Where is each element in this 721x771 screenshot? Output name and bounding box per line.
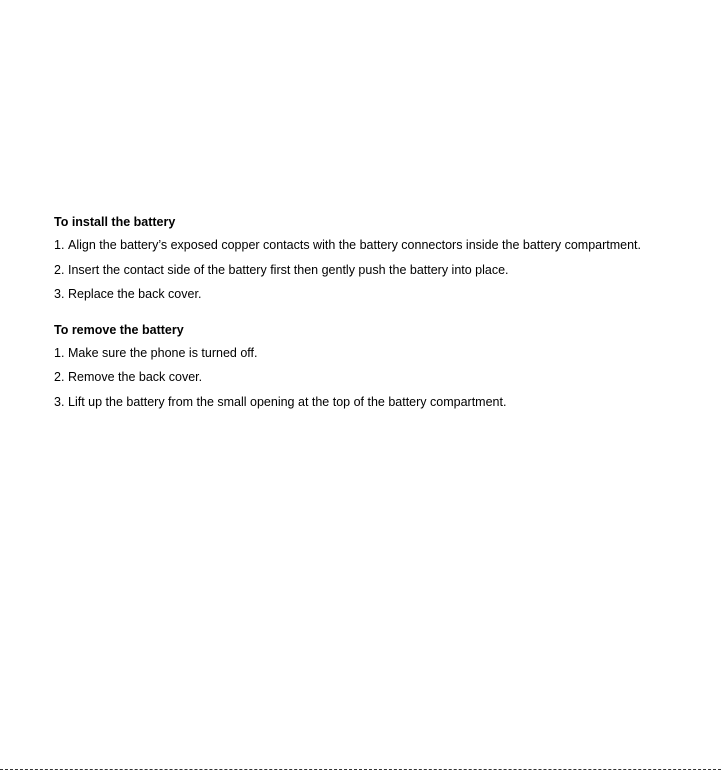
step-number: 1. bbox=[54, 345, 65, 360]
step-number: 2. bbox=[54, 262, 65, 277]
install-step-2 bbox=[54, 258, 694, 283]
step-text: Insert the contact side of the battery first then gently push the battery into place. bbox=[68, 262, 509, 277]
remove-section bbox=[54, 319, 694, 415]
step-text: Lift up the battery from the small opening at the top of the battery compartment. bbox=[68, 394, 507, 409]
remove-step-3 bbox=[54, 390, 694, 415]
install-section bbox=[54, 211, 694, 307]
remove-step-2 bbox=[54, 365, 694, 390]
install-step-3 bbox=[54, 282, 694, 307]
remove-heading: To remove the battery bbox=[54, 322, 184, 337]
document-content bbox=[54, 211, 694, 414]
install-heading: To install the battery bbox=[54, 215, 176, 229]
step-text: Replace the back cover. bbox=[68, 287, 202, 301]
remove-step-1 bbox=[54, 341, 694, 366]
step-number: 3. bbox=[54, 287, 65, 301]
page-bottom-rule bbox=[0, 769, 721, 770]
step-number: 2. bbox=[54, 370, 65, 384]
step-number: 3. bbox=[54, 394, 65, 409]
step-number: 1. bbox=[54, 238, 65, 252]
install-step-1 bbox=[54, 233, 694, 258]
step-text: Align the battery’s exposed copper contacts with the battery connectors inside the battery compartment. bbox=[68, 238, 641, 252]
step-text: Make sure the phone is turned off. bbox=[68, 345, 258, 360]
remove-steps-list bbox=[54, 341, 694, 415]
step-text: Remove the back cover. bbox=[68, 370, 203, 384]
install-steps-list bbox=[54, 233, 694, 307]
